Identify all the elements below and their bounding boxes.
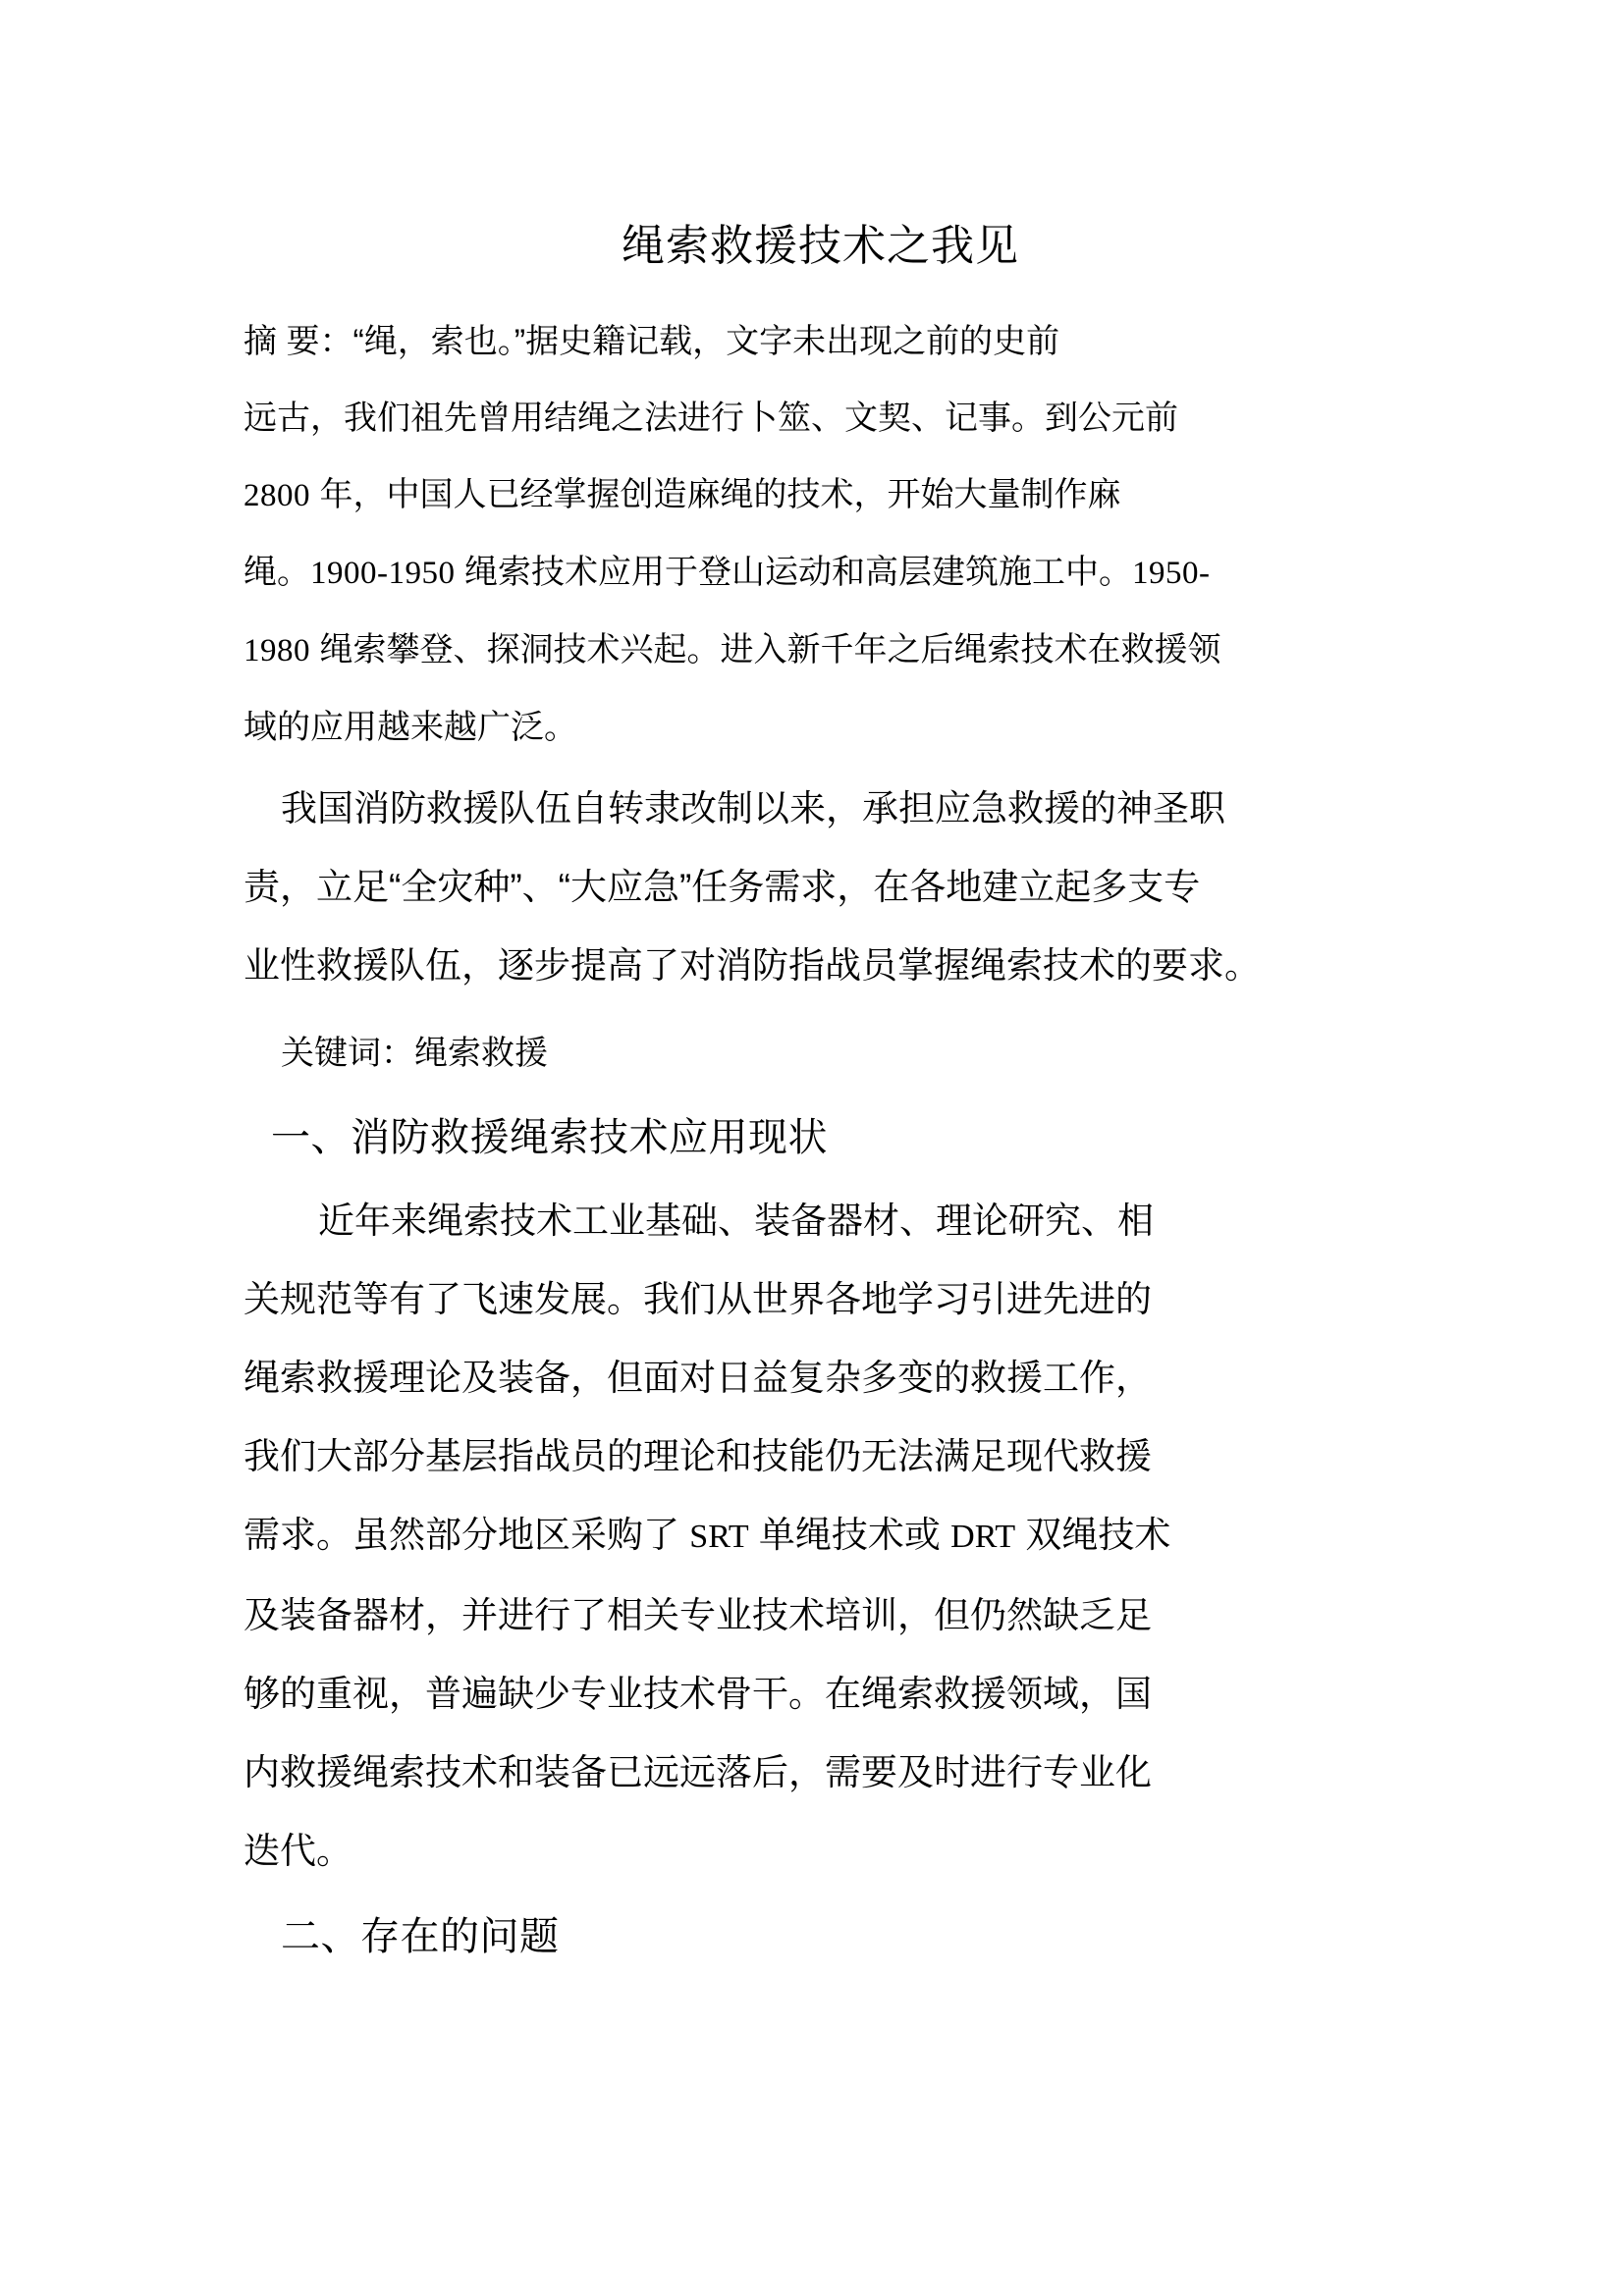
abstract-line-4-mid: 绳索技术应用于登山运动和高层建筑施工中。 [463,554,1132,592]
abstract-line-5 [244,612,1397,689]
keywords-line: 关键词：绳索救援 [281,1035,548,1073]
section-1-line-7: 够的重视，普遍缺少专业技术骨干。在绳索救援领域，国 [244,1674,1152,1715]
paragraph-intro-line-2: 责，立足“全灾种”、“大应急”任务需求，在各地建立起多支专 [244,867,1201,908]
paragraph-section-1 [244,1182,1397,1891]
section-1-line-9: 迭代。 [244,1831,352,1872]
section-1-line-5-post: 双绳技术 [1025,1515,1171,1556]
term-drt: DRT [950,1519,1016,1556]
section-1-line-5-pre: 需求。虽然部分地区采购了 [244,1515,679,1556]
section-1-line-5-mid: 单绳技术或 [758,1515,941,1556]
abstract-range-1950: 1950- [1131,556,1211,592]
section-1-line-8: 内救援绳索技术和装备已远远落后，需要及时进行专业化 [244,1752,1152,1793]
abstract-line-3 [244,456,1397,534]
section-heading-2: 二、存在的问题 [281,1915,560,1959]
section-1-line-4: 我们大部分基层指战员的理论和技能仍无法满足现代救援 [244,1436,1152,1477]
term-srt: SRT [689,1519,749,1556]
abstract-line-3-text: 年，中国人已经掌握创造麻绳的技术，开始大量制作麻 [319,476,1121,514]
abstract-block [244,303,1397,766]
abstract-line-4 [244,534,1397,612]
paragraph-intro-line-3: 业性救援队伍，逐步提高了对消防指战员掌握绳索技术的要求。 [244,945,1261,987]
abstract-range-1900-1950: 1900-1950 [310,556,456,592]
abstract-line-1: 摘 要：“绳，索也。”据史籍记载，文字未出现之前的史前 [244,323,1060,361]
abstract-line-4-pre: 绳。 [244,554,310,592]
document-content [244,0,1397,1977]
section-heading-1: 一、消防救援绳索技术应用现状 [271,1116,828,1160]
abstract-year-1980: 1980 [244,633,310,669]
paragraph-intro [244,770,1397,1005]
abstract-year-2800: 2800 [244,478,310,514]
section-1-line-6: 及装备器材，并进行了相关专业技术培训，但仍然缺乏足 [244,1595,1152,1636]
section-1-line-3: 绳索救援理论及装备，但面对日益复杂多变的救援工作， [244,1358,1152,1399]
abstract-line-5-text: 绳索攀登、探洞技术兴起。进入新千年之后绳索技术在救援领 [319,631,1221,669]
section-1-line-2: 关规范等有了飞速发展。我们从世界各地学习引进先进的 [244,1279,1152,1320]
paragraph-intro-line-1: 我国消防救援队伍自转隶改制以来，承担应急救援的神圣职 [281,788,1225,829]
abstract-line-6: 域的应用越来越广泛。 [244,709,577,747]
section-1-line-1: 近年来绳索技术工业基础、装备器材、理论研究、相 [318,1201,1154,1242]
page-title: 绳索救援技术之我见 [622,222,1019,270]
section-1-line-5 [244,1496,1397,1576]
abstract-line-2: 远古，我们祖先曾用结绳之法进行卜筮、文契、记事。到公元前 [244,400,1178,438]
